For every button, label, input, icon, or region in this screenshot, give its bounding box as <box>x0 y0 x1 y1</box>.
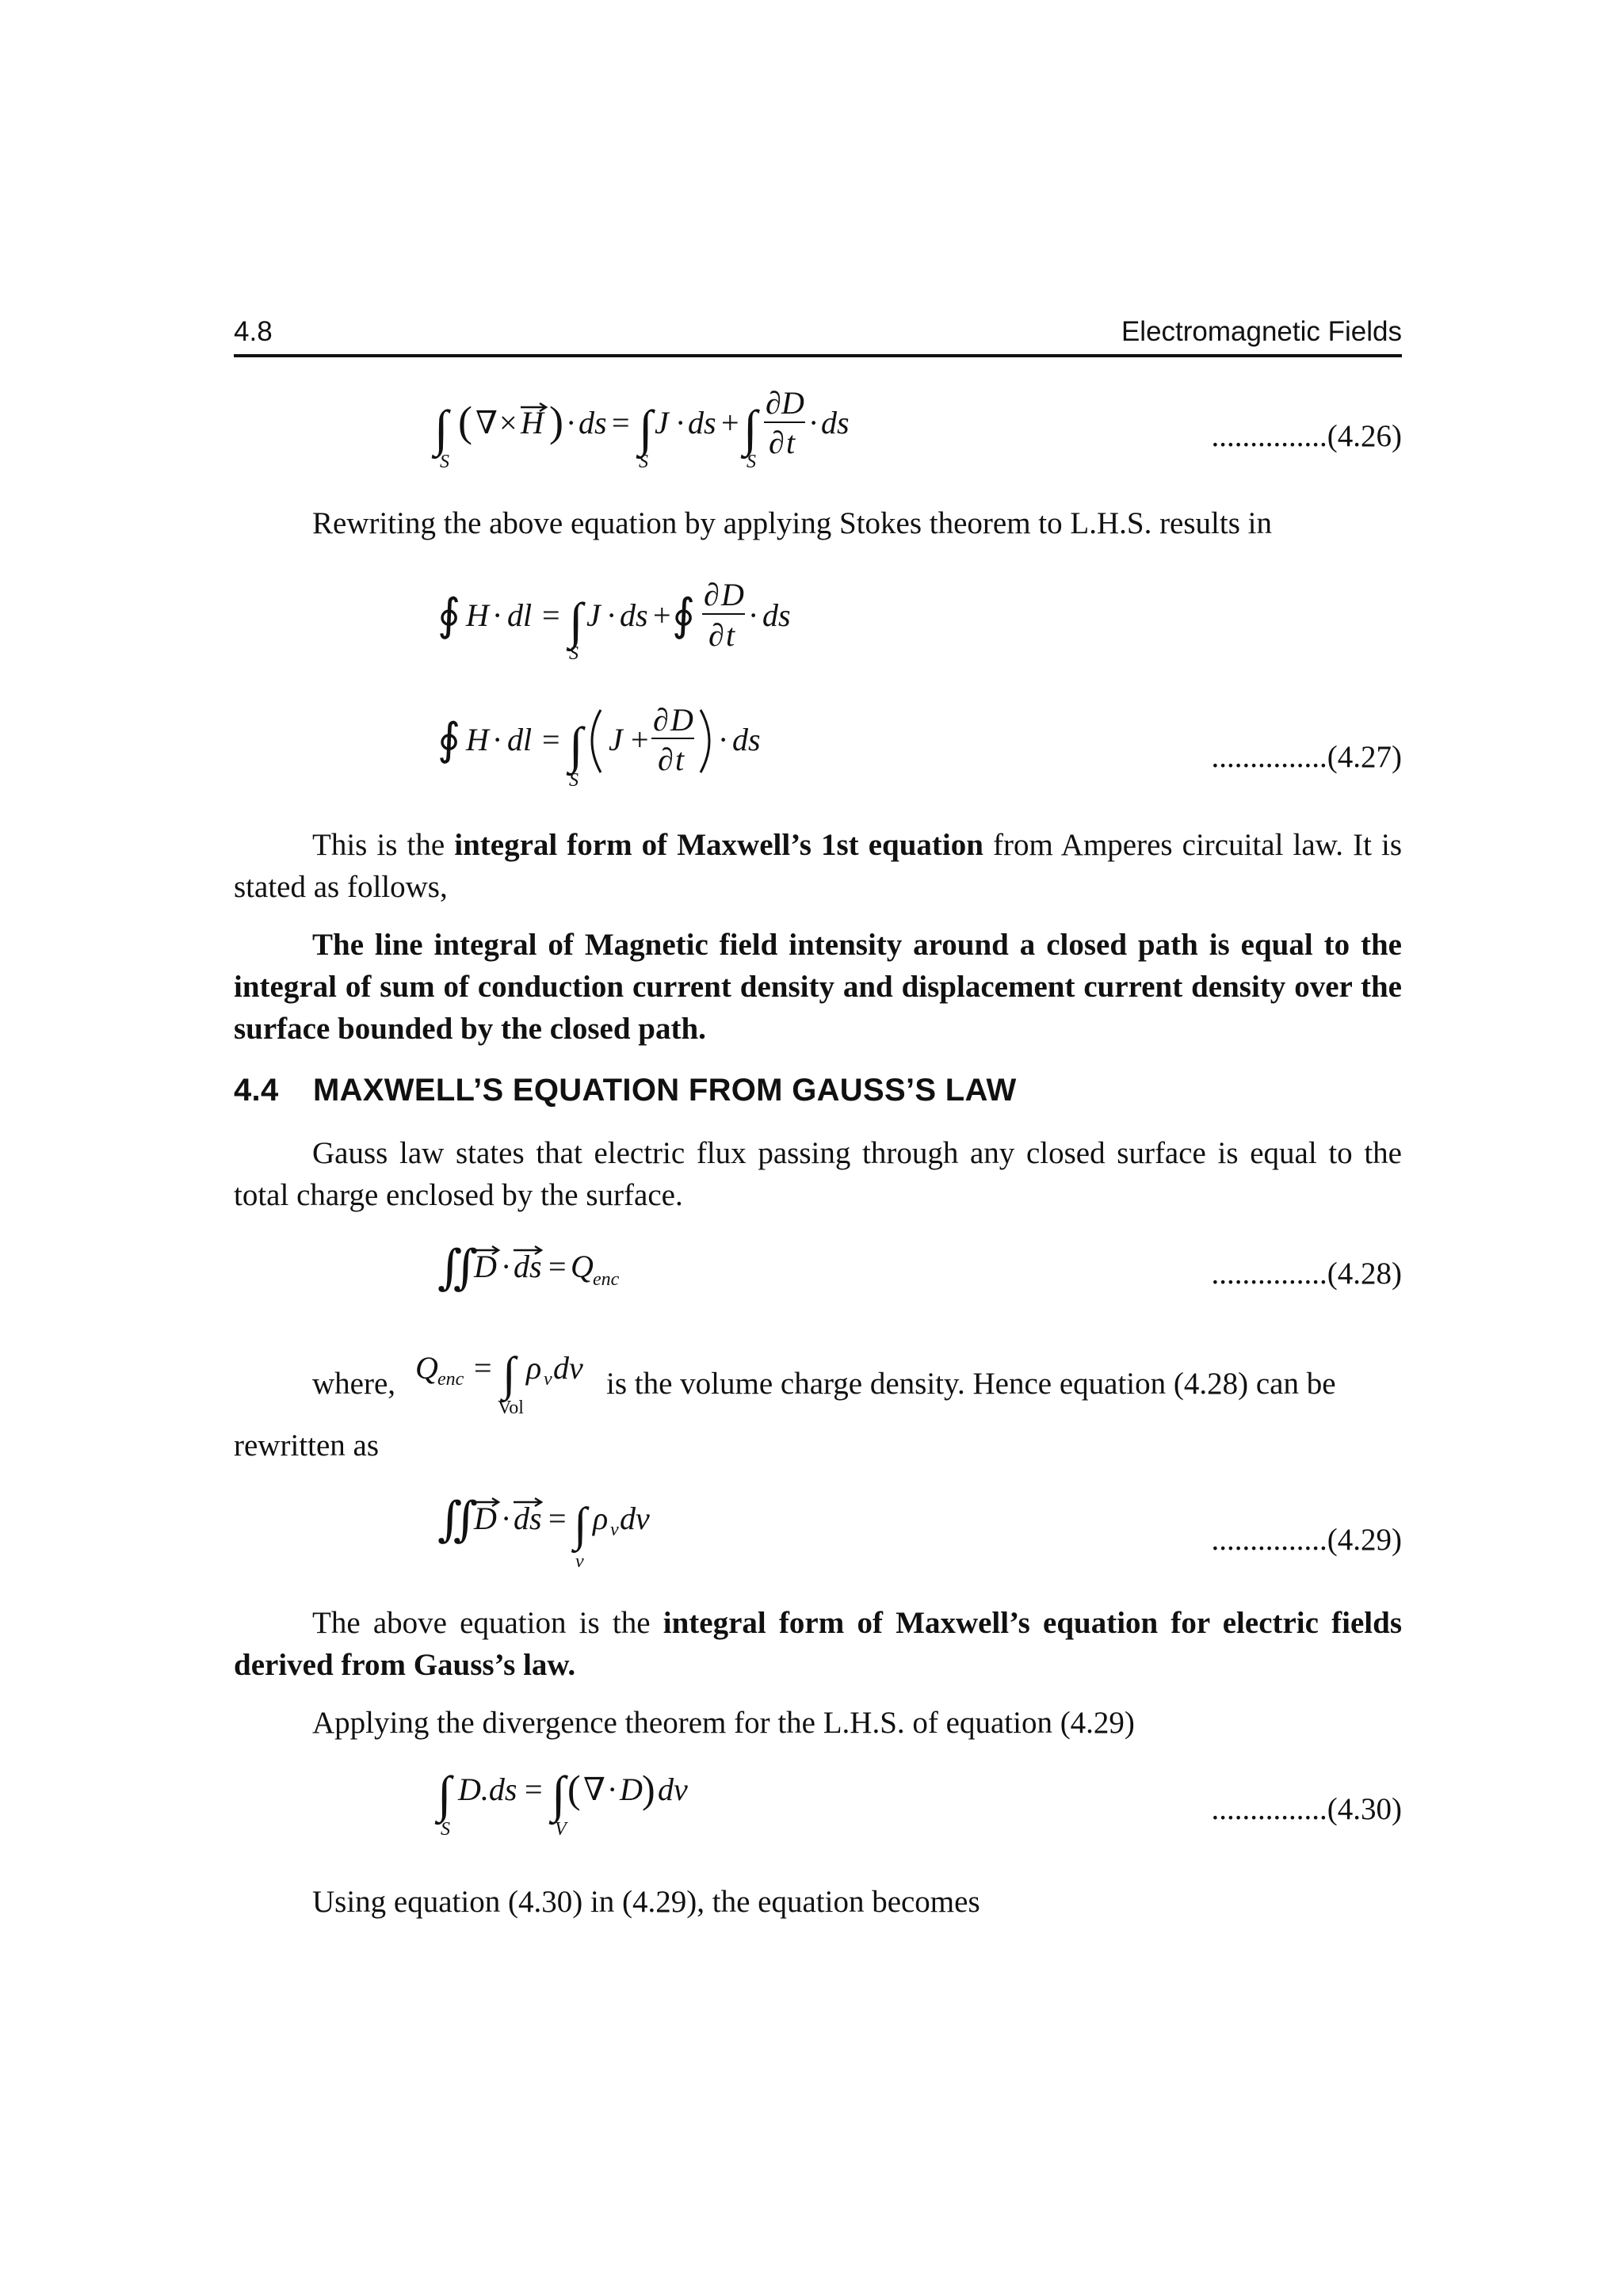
dot-op: · <box>607 1772 618 1807</box>
var-D: D <box>670 702 693 738</box>
subscript-S: S <box>441 1819 450 1840</box>
integral-symbol: ∫ <box>552 1766 566 1822</box>
var-D: D <box>474 1501 497 1536</box>
subscript-v: v <box>544 1369 552 1390</box>
equation-number-4-29: ...............(4.29) <box>1211 1523 1402 1557</box>
paragraph-stokes-intro: Rewriting the above equation by applying Stokes theorem to L.H.S. results in <box>312 506 1272 540</box>
double-integral-symbol: ∬ <box>437 1493 479 1546</box>
integral-symbol: ∫ <box>639 400 653 456</box>
dot-op: · <box>492 597 503 633</box>
subscript-S: S <box>569 643 579 664</box>
var-J: J <box>655 405 669 441</box>
integral-symbol: ∫ <box>434 400 449 456</box>
partial-symbol: ∂ <box>766 385 781 421</box>
subscript-S: S <box>440 452 449 472</box>
subscript-S: S <box>639 452 648 472</box>
var-rho: ρ <box>526 1350 542 1386</box>
paragraph-maxwell-first <box>234 824 1402 908</box>
integral-symbol: ∫ <box>502 1348 516 1400</box>
equals-op: = <box>474 1350 492 1386</box>
paragraph-maxwell-first-statement: The line integral of Magnetic field intensity around a closed path is equal to the integral of sum of conduction current density and displacement current density over the surface bounded by the closed path. <box>234 928 1402 1046</box>
rewritten-as: rewritten as <box>234 1428 380 1463</box>
var-ds: ds <box>688 405 716 441</box>
paren-close: ) <box>549 398 563 445</box>
contour-integral-symbol: ∮ <box>437 591 461 640</box>
partial-symbol: ∂ <box>658 742 674 777</box>
var-Q: Q <box>415 1350 438 1386</box>
big-paren-open <box>592 710 601 772</box>
equation-number-4-28: ...............(4.28) <box>1211 1257 1402 1291</box>
where-label: where, <box>312 1367 396 1401</box>
subscript-enc: enc <box>593 1269 620 1290</box>
nabla-symbol: ∇ <box>583 1772 605 1807</box>
var-ds: ds <box>821 405 850 441</box>
paren-open: ( <box>567 1767 581 1811</box>
partial-symbol: ∂ <box>653 702 669 738</box>
var-H: H <box>521 405 544 441</box>
where-description: is the volume charge density. Hence equation (4.28) can be <box>606 1367 1336 1401</box>
bold-term: integral form of Maxwell’s equation for electric fields derived from Gauss’s law. <box>234 1606 1402 1682</box>
equals-op: = <box>612 405 630 441</box>
var-H: H <box>466 722 489 757</box>
integral-symbol: ∫ <box>743 400 758 456</box>
dot-op: · <box>606 597 617 633</box>
plus-op: + <box>631 722 649 757</box>
var-J: J <box>586 597 601 633</box>
var-ds: ds <box>762 597 791 633</box>
subscript-enc: enc <box>437 1369 464 1390</box>
paragraph-divergence-intro: Applying the divergence theorem for the L.H.S. of equation (4.29) <box>312 1706 1135 1740</box>
equation-number-4-27: ...............(4.27) <box>1211 740 1402 774</box>
var-dv: dv <box>553 1350 583 1386</box>
dot-op: · <box>492 722 503 757</box>
var-t: t <box>786 425 796 460</box>
var-dl: dl <box>507 722 533 757</box>
var-t: t <box>726 617 735 653</box>
integral-symbol: ∫ <box>569 593 583 649</box>
paren-close: ) <box>642 1767 655 1811</box>
page-header <box>234 315 1402 357</box>
section-title: MAXWELL’S EQUATION FROM GAUSS’S LAW <box>313 1073 1017 1108</box>
paragraph-using-equation: Using equation (4.30) in (4.29), the equation becomes <box>312 1885 980 1919</box>
bold-term: integral form of Maxwell’s 1st equation <box>454 828 983 862</box>
var-D: D <box>474 1249 497 1284</box>
dot-op: · <box>718 722 729 757</box>
dot-op: · <box>566 405 577 441</box>
text-run: The above equation is the <box>312 1606 663 1640</box>
equals-op: = <box>542 722 560 757</box>
var-H: H <box>466 597 489 633</box>
section-number: 4.4 <box>234 1073 279 1108</box>
integral-symbol: ∫ <box>437 1766 452 1822</box>
dot-op: · <box>675 405 686 441</box>
text-run: This is the <box>312 828 455 862</box>
text-run: from Amperes circuital law. It is stated as follows, <box>234 828 1403 904</box>
contour-integral-symbol: ∮ <box>437 715 461 765</box>
dot-op: · <box>808 405 819 441</box>
equals-op: = <box>548 1249 567 1284</box>
equals-op: = <box>548 1501 567 1536</box>
var-t: t <box>675 742 685 777</box>
subscript-v: v <box>575 1551 584 1572</box>
double-integral-symbol: ∬ <box>437 1241 479 1294</box>
integral-symbol: ∫ <box>569 717 583 773</box>
paragraph-gauss-result <box>234 1602 1402 1686</box>
subscript-S: S <box>747 452 756 472</box>
subscript-vol: Vol <box>498 1398 524 1418</box>
book-title: Electromagnetic Fields <box>1121 316 1402 347</box>
var-Q: Q <box>571 1249 594 1284</box>
subscript-S: S <box>569 770 579 791</box>
var-J: J <box>609 722 623 757</box>
paragraph-gauss-law: Gauss law states that electric flux passing through any closed surface is equal to the total charge enclosed by the surface. <box>234 1136 1402 1212</box>
big-paren-close <box>701 710 709 772</box>
var-ds: ds <box>620 597 648 633</box>
var-dl: dl <box>507 597 533 633</box>
var-dv: dv <box>658 1772 688 1807</box>
contour-integral-symbol: ∮ <box>672 591 696 640</box>
plus-op: + <box>653 597 671 633</box>
equation-number-4-26: ...............(4.26) <box>1211 419 1402 453</box>
var-ds: ds <box>514 1501 542 1536</box>
nabla-symbol: ∇ <box>475 405 498 441</box>
equals-op: = <box>525 1772 543 1807</box>
var-rho: ρ <box>593 1501 609 1536</box>
partial-symbol: ∂ <box>708 617 724 653</box>
var-D: D <box>620 1772 643 1807</box>
plus-op: + <box>721 405 739 441</box>
var-ds: ds <box>732 722 761 757</box>
var-dv: dv <box>620 1501 650 1536</box>
var-ds: ds <box>514 1249 542 1284</box>
var-D: D <box>781 385 804 421</box>
dot-op: · <box>501 1249 512 1284</box>
equals-op: = <box>542 597 560 633</box>
paren-open: ( <box>458 398 472 445</box>
subscript-V: V <box>555 1819 567 1840</box>
subscript-v: v <box>610 1520 619 1540</box>
equation-number-4-30: ...............(4.30) <box>1211 1792 1402 1826</box>
var-D: D <box>721 577 744 612</box>
page-number: 4.8 <box>234 316 273 347</box>
dot-op: · <box>748 597 759 633</box>
dot-op: · <box>501 1501 512 1536</box>
partial-symbol: ∂ <box>769 425 785 460</box>
var-ds: ds <box>579 405 607 441</box>
times-symbol: × <box>499 405 517 441</box>
partial-symbol: ∂ <box>704 577 720 612</box>
var-D-ds: D.ds <box>458 1772 517 1807</box>
integral-symbol: ∫ <box>574 1498 587 1550</box>
section-heading <box>234 1070 1402 1111</box>
